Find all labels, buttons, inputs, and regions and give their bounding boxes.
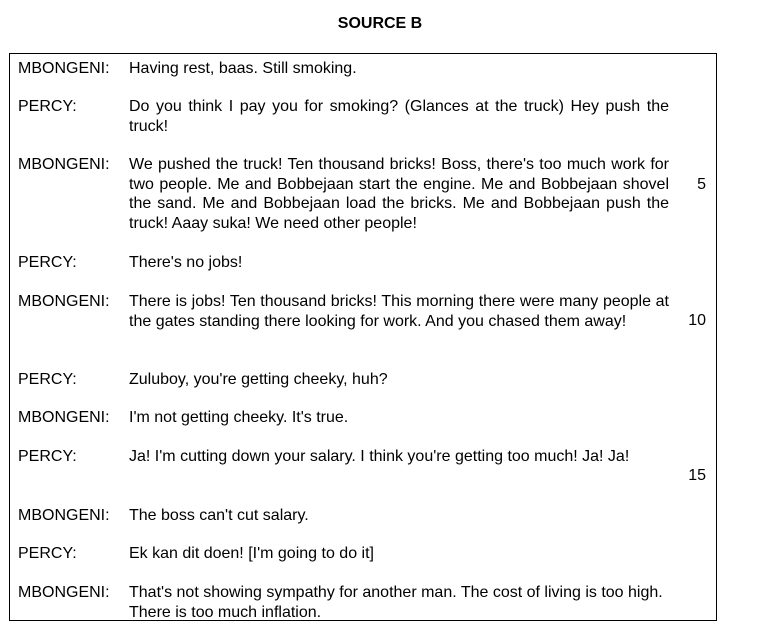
line-number: 10 xyxy=(688,312,706,329)
speech-text: Having rest, baas. Still smoking. xyxy=(129,60,357,77)
speech-text: We pushed the truck! Ten thousand bricks! Boss, there's too much work for two people. Me and Bobbejaan start the engine. Me and Bobbejaan shovel the sand. Me and Bobbejaan load the bricks. Me and Bobbejaan push the truck! Aaay suka! We need other people! xyxy=(129,156,669,232)
line-number: 15 xyxy=(688,467,706,484)
speaker-name: PERCY: xyxy=(18,98,77,115)
speaker-name: MBONGENI: xyxy=(18,409,110,426)
speech-text: There is jobs! Ten thousand bricks! This morning there were many people at the gates standing there looking for work. And you chased them away! xyxy=(129,293,669,330)
speech-text: Ja! I'm cutting down your salary. I think you're getting too much! Ja! Ja! xyxy=(129,448,630,465)
speaker-name: MBONGENI: xyxy=(18,156,110,173)
speech-text: Ek kan dit doen! [I'm going to do it] xyxy=(129,545,374,562)
speaker-name: PERCY: xyxy=(18,254,77,271)
speaker-name: PERCY: xyxy=(18,448,77,465)
source-title: SOURCE B xyxy=(337,15,423,32)
speech-text: Do you think I pay you for smoking? (Glances at the truck) Hey push the truck! xyxy=(129,98,669,135)
speech-text: Zuluboy, you're getting cheeky, huh? xyxy=(129,371,388,388)
speaker-name: PERCY: xyxy=(18,545,77,562)
speaker-name: MBONGENI: xyxy=(18,60,110,77)
speech-text: That's not showing sympathy for another man. The cost of living is too high. There is too much inflation. xyxy=(129,584,663,621)
speaker-name: MBONGENI: xyxy=(18,293,110,310)
speaker-name: MBONGENI: xyxy=(18,584,110,601)
speech-text: I'm not getting cheeky. It's true. xyxy=(129,409,349,426)
line-number: 5 xyxy=(697,176,706,193)
speaker-name: PERCY: xyxy=(18,371,77,388)
speech-text: The boss can't cut salary. xyxy=(129,507,309,524)
speech-text: There's no jobs! xyxy=(129,254,243,271)
speaker-name: MBONGENI: xyxy=(18,507,110,524)
dialogue-box xyxy=(9,53,717,621)
